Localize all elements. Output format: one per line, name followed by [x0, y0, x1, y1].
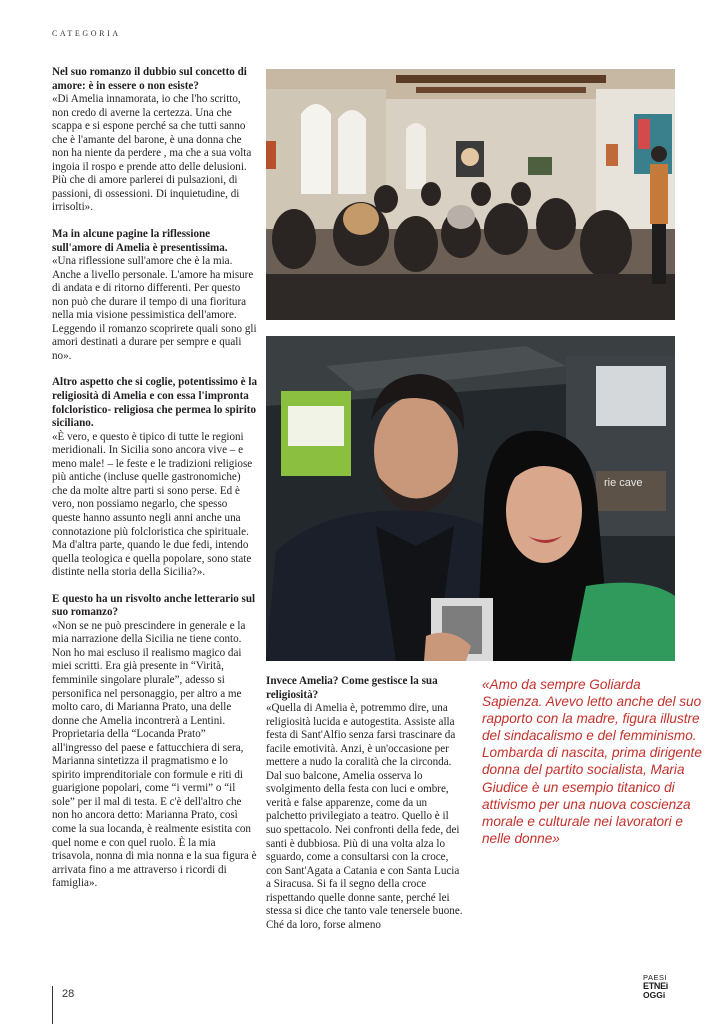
question-1: Nel suo romanzo il dubbio sul concetto di amore: è in essere o non esiste? — [52, 66, 247, 92]
article-column-1 — [52, 66, 257, 904]
page-number: 28 — [62, 988, 75, 1000]
logo-line-1: PAESI — [643, 973, 668, 982]
selfie-illustration — [266, 336, 675, 661]
question-5: Invece Amelia? Come gestisce la sua religiosità? — [266, 675, 438, 701]
page-number-rule — [52, 986, 53, 1024]
logo-line-2: ETNEi — [643, 981, 669, 991]
category-label: CATEGORIA — [52, 29, 121, 38]
answer-2: «Una riflessione sull'amore che è la mia. Anche a livello personale. L'amore ha misure di andata e di ritorno differenti. Per questo non può che durare il tempo di una fioritura nella mia visione pessimistica dell'amore. Leggendo il romanzo scoprirete quali sono gli amori destinati a durare per sempre e quali no». — [52, 255, 257, 362]
answer-1: «Di Amelia innamorata, io che l'ho scritto, non credo di averne la certezza. Una che scappa e si espone perché sa che tutti sanno che è l'amante del barone, è una donna che non ha niente da perdere , ma che a sua volta ingoia il rospo e prende atto delle delusioni. Più che di amore parlerei di pulsazioni, di passioni, di ossessioni. Di inquietudine, di irrisolti». — [52, 93, 252, 214]
magazine-logo — [643, 973, 668, 1000]
answer-5: «Quella di Amelia è, potremmo dire, una religiosità lucida e autogestita. Assiste alla festa di Sant'Alfio senza farsi trascinare da facile emotività. Anzi, è un'occasione per mettere a nudo la coralità che la circonda. Dal suo balcone, Amelia osserva lo svolgimento della festa con luci e ombre, verità e false apparenze, come da un palchetto privilegiato a teatro. Quello è il suo spettacolo. Nei confronti della fede, dei santi è dubbiosa. Più di una volta alza lo sguardo, come a consultarsi con la croce, con Sant'Agata a Catania e con Santa Lucia a Siracusa. Si fa il segno della croce rispettando quelle donne sante, perché lei stessa si dice che tanto vale tenersele buone. Ché da loro, forse almeno — [266, 702, 463, 931]
background-sign-text: rie cave — [604, 477, 643, 489]
logo-line-3: OGGi — [643, 990, 666, 1000]
question-4: E questo ha un risvolto anche letterario sul suo romanzo? — [52, 592, 256, 619]
article-column-2 — [266, 675, 466, 932]
gallery-event-illustration — [266, 69, 675, 320]
gallery-event-photo — [266, 69, 675, 320]
answer-3: «È vero, e questo è tipico di tutte le regioni meridionali. In Sicilia sono ancora vive – e meno male! – le feste e le tradizioni religiose più antiche (incluse quelle gastronomiche) che da molte altre parti si sono perse. Ed è vero, non possiamo negarlo, che spesso queste hanno assunto negli anni anche una connotazione più folcloristica che spirituale. Ma d'altra parte, quando le due fedi, intendo quella teologica e quella popolare, sono state distinte nella storia della Sicilia?». — [52, 430, 253, 579]
selfie-photo — [266, 336, 675, 661]
pull-quote: «Amo da sempre Goliarda Sapienza. Avevo letto anche del suo rapporto con la madre, figura illustre del sindacalismo e del femminismo. Lombarda di nascita, prima dirigente donna del partito socialista, Maria Giudice è un esempio titanico di attivismo per una nuova coscienza morale e culturale nei lavoratori e nelle donne» — [482, 677, 702, 846]
question-3: Altro aspetto che si coglie, potentissimo è la religiosità di Amelia e con essa l'impronta folcloristico- religiosa che permea lo spirito siciliano. — [52, 376, 258, 430]
question-2: Ma in alcune pagine la riflessione sull'amore di Amelia è presentissima. — [52, 228, 228, 254]
answer-4: «Non se ne può prescindere in generale e la mia narrazione della Sicilia ne tiene conto. Non ho mai escluso il realismo magico dai miei scritti. Era già presente in “Virità, femminile singolare plurale”, adesso si personifica nel personaggio, per altro a me molto caro, di Marianna Prato, una delle donne che Amelia incontrerà a Lentini. Proprietaria della “Locanda Prato” all'ingresso del paese e fattucchiera di sera, Marianna sintetizza il pragmatismo e lo spirito imprenditoriale con formule e riti di guarigione popolari, come “i vermi” o “il sole” per il mal di testa. E c'è dell'altro che non ho ancora detto: Marianna Prato, così come la sua locanda, è realmente esistita con quel nome e con quel ruolo. È la mia trisavola, nonna di mia nonna e la sua figura è arrivata fino a me attraverso i ricordi di famiglia». — [52, 619, 257, 890]
